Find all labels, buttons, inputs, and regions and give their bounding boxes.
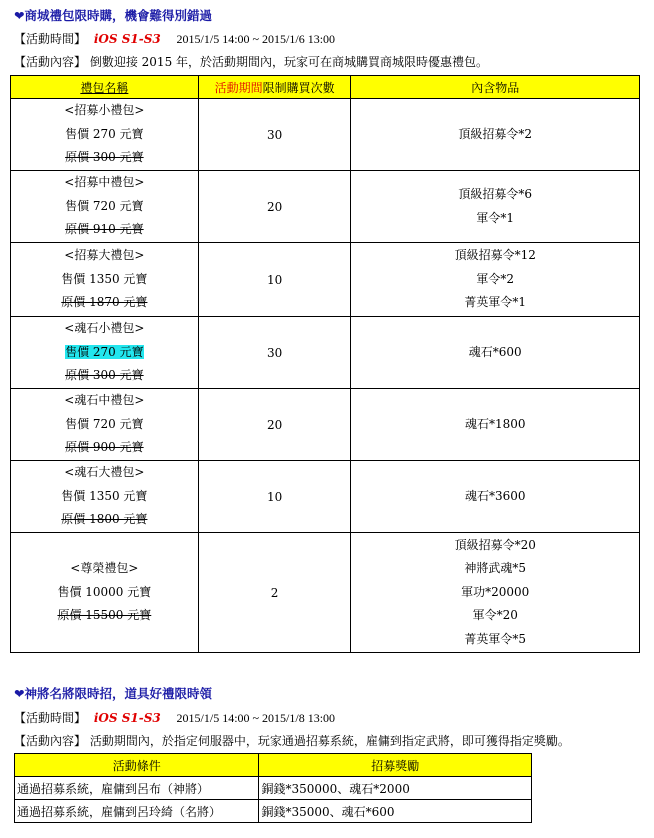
header-reward: 招募獎勵 — [259, 754, 532, 777]
table-row — [11, 533, 640, 653]
pack-name-cell — [11, 533, 199, 653]
items-cell — [351, 461, 640, 533]
sale-price: 售價 1350 元寶 — [61, 271, 148, 286]
pack-name-cell — [11, 389, 199, 461]
items-cell — [351, 533, 640, 653]
item-line: 頂級招募令*12 — [454, 248, 536, 263]
time-label: 【活動時間】 — [14, 711, 87, 725]
pack-name-cell — [11, 461, 199, 533]
section2-content-line — [14, 732, 570, 749]
gift-pack-table — [10, 75, 640, 653]
item-line: 頂級招募令*2 — [458, 126, 533, 141]
pack-name-cell — [11, 171, 199, 243]
table-row — [11, 99, 640, 171]
purchase-limit-cell: 30 — [198, 99, 351, 171]
item-line: 魂石*1800 — [464, 416, 526, 431]
table-row — [11, 243, 640, 317]
recruit-reward-table — [14, 753, 532, 823]
condition-cell: 通過招募系統，雇傭到呂布（神將） — [15, 777, 259, 800]
sale-price: 售價 1350 元寶 — [61, 488, 148, 503]
pack-name: <招募中禮包> — [64, 175, 145, 190]
table-row — [11, 389, 640, 461]
section1-title: ❤商城禮包限時購，機會難得別錯過 — [14, 8, 212, 23]
header-items: 內含物品 — [351, 76, 640, 99]
table-header-row — [15, 754, 532, 777]
item-line: 軍令*2 — [476, 271, 515, 286]
sale-price: 售價 270 元寶 — [65, 126, 144, 141]
pack-name-cell — [11, 99, 199, 171]
section1-time-line — [14, 30, 335, 47]
content-value: 活動期間內，於指定伺服器中，玩家通過招募系統，雇傭到指定武將，即可獲得指定獎勵。 — [89, 734, 570, 748]
pack-name: <魂石小禮包> — [64, 321, 145, 336]
section2-title: ❤神將名將限時招，道具好禮限時領 — [14, 686, 212, 701]
items-cell — [351, 171, 640, 243]
section2-time-line — [14, 709, 335, 726]
pack-name-cell — [11, 243, 199, 317]
content-label: 【活動內容】 — [14, 734, 87, 748]
item-line: 菁英軍令*1 — [464, 295, 527, 310]
reward-cell: 銅錢*350000、魂石*2000 — [259, 777, 532, 800]
item-line: 頂級招募令*20 — [454, 537, 536, 552]
sale-price: 售價 270 元寶 — [65, 344, 144, 359]
purchase-limit-cell: 20 — [198, 171, 351, 243]
item-line: 軍令*20 — [472, 608, 518, 623]
table-row — [15, 777, 532, 800]
time-label: 【活動時間】 — [14, 32, 87, 46]
original-price: 原價 900 元寶 — [65, 440, 144, 455]
pack-name: <魂石大禮包> — [64, 465, 145, 480]
original-price: 原價 910 元寶 — [65, 222, 144, 237]
items-cell — [351, 389, 640, 461]
table-header-row — [11, 76, 640, 99]
item-line: 神將武魂*5 — [464, 561, 527, 576]
items-cell — [351, 317, 640, 389]
reward-cell: 銅錢*35000、魂石*600 — [259, 800, 532, 823]
item-line: 頂級招募令*6 — [458, 187, 533, 201]
items-cell — [351, 243, 640, 317]
table-row — [11, 461, 640, 533]
table-row — [11, 317, 640, 389]
sale-price: 售價 720 元寶 — [65, 198, 144, 213]
pack-name: <招募大禮包> — [64, 248, 145, 263]
section1-content-line — [14, 53, 488, 70]
table-row — [11, 171, 640, 243]
purchase-limit-cell: 30 — [198, 317, 351, 389]
pack-name: <招募小禮包> — [64, 103, 145, 118]
time-value: 2015/1/5 14:00 ~ 2015/1/6 13:00 — [176, 32, 336, 46]
original-price: 原價 1800 元寶 — [61, 512, 148, 527]
original-price: 原價 300 元寶 — [65, 368, 144, 383]
purchase-limit-cell: 10 — [198, 243, 351, 317]
condition-cell: 通過招募系統，雇傭到呂玲綺（名將） — [15, 800, 259, 823]
original-price: 原價 15500 元寶 — [57, 608, 152, 623]
header-purchase-limit: 活動期間限制購買次數 — [198, 76, 351, 99]
original-price: 原價 1870 元寶 — [61, 295, 148, 310]
content-value: 倒數迎接 2015 年，於活動期間內，玩家可在商城購買商城限時優惠禮包。 — [89, 55, 489, 69]
content-label: 【活動內容】 — [14, 55, 87, 69]
time-value: 2015/1/5 14:00 ~ 2015/1/8 13:00 — [176, 711, 336, 725]
item-line: 軍功*20000 — [461, 584, 530, 599]
item-line: 菁英軍令*5 — [464, 631, 527, 646]
table-row — [15, 800, 532, 823]
pack-name: <尊榮禮包> — [70, 561, 139, 576]
item-line: 軍令*1 — [476, 210, 515, 225]
items-cell — [351, 99, 640, 171]
sale-price: 售價 720 元寶 — [65, 416, 144, 431]
original-price: 原價 300 元寶 — [65, 150, 144, 165]
ios-server-label: iOS S1-S3 — [93, 32, 161, 46]
pack-name-cell — [11, 317, 199, 389]
sale-price: 售價 10000 元寶 — [57, 584, 152, 599]
item-line: 魂石*3600 — [464, 488, 526, 503]
item-line: 魂石*600 — [468, 344, 522, 359]
purchase-limit-cell: 10 — [198, 461, 351, 533]
header-pack-name: 禮包名稱 — [11, 76, 199, 99]
ios-server-label: iOS S1-S3 — [93, 711, 161, 725]
pack-name: <魂石中禮包> — [64, 393, 145, 408]
header-condition: 活動條件 — [15, 754, 259, 777]
purchase-limit-cell: 2 — [198, 533, 351, 653]
purchase-limit-cell: 20 — [198, 389, 351, 461]
